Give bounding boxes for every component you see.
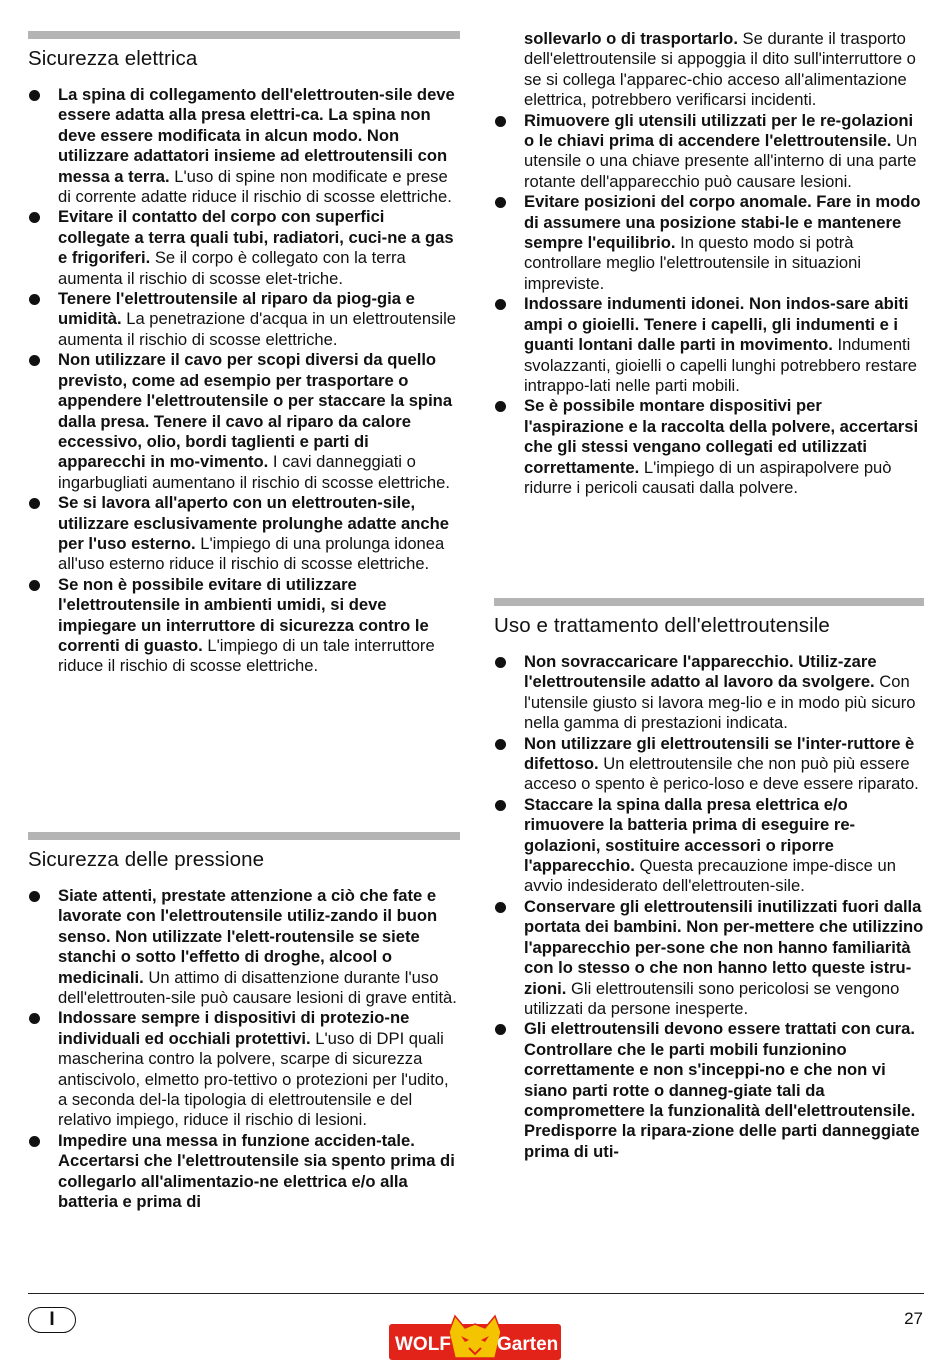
item-list — [494, 652, 924, 1162]
list-item: Staccare la spina dalla presa elettrica e/o rimuovere la batteria prima di eseguire re-golazioni, sostituire accessori o riporre l'apparecchio. Questa precauzione impe-disce un avvio indesiderato dell'elettrouten-sile. — [494, 795, 924, 897]
bullet-icon — [495, 657, 506, 668]
logo-text-right: Garten — [497, 1334, 559, 1355]
continued-text — [494, 29, 924, 498]
list-item: Evitare posizioni del corpo anomale. Fare in modo di assumere una posizione stabi-le e mantenere sempre l'equilibrio. In questo modo si potrà controllare meglio l'elettroutensile in situazioni impreviste. — [494, 192, 924, 294]
list-item: Siate attenti, prestate attenzione a ciò che fate e lavorate con l'elettroutensile utiliz-zando il buon senso. Non utilizzate l'elett-routensile se siete stanchi o sotto l'effetto di droghe, alcool o medicinali. Un attimo di disattenzione durante l'uso dell'elettrouten-sile può causare lesioni di grave entità. — [28, 886, 460, 1008]
section-rule — [28, 31, 460, 39]
bullet-icon — [29, 1013, 40, 1024]
list-item: Non utilizzare il cavo per scopi diversi da quello previsto, come ad esempio per trasportare o appendere l'elettroutensile o per staccare la spina dalla presa. Tenere il cavo al riparo da calore eccessivo, olio, bordi taglienti e parti di apparecchi in mo-vimento. I cavi danneggiati o ingarbugliati aumentano il rischio di scosse elettriche. — [28, 350, 460, 493]
section-rule — [28, 832, 460, 840]
bullet-icon — [495, 197, 506, 208]
list-item: Conservare gli elettroutensili inutilizzati fuori dalla portata dei bambini. Non per-mettere che utilizzino l'apparecchio per-sone che non hanno familiarità con lo stesso o che non hanno letto queste istru-zioni. Gli elettroutensili sono pericolosi se vengono utilizzati da persone inesperte. — [494, 897, 924, 1019]
list-item: Se si lavora all'aperto con un elettrouten-sile, utilizzare esclusivamente prolunghe adatte anche per l'uso esterno. L'impiego di una prolunga idonea all'uso esterno riduce il rischio di scosse elettriche. — [28, 493, 460, 575]
bullet-icon — [29, 90, 40, 101]
list-item-continuation: sollevarlo o di trasportarlo. Se durante il trasporto dell'elettroutensile si appoggia il dito sull'interruttore o se si collega l'apparec-chio acceso all'alimentazione elettrica, potrebbero verificarsi incidenti. — [524, 29, 916, 110]
language-badge: I — [28, 1307, 76, 1333]
bullet-icon — [495, 116, 506, 127]
list-item: Se è possibile montare dispositivi per l'aspirazione e la raccolta della polvere, accertarsi che gli stessi vengano collegati ed utilizzati correttamente. L'impiego di un aspirapolvere può ridurre i pericoli causati dalla polvere. — [494, 396, 924, 498]
list-item: Se non è possibile evitare di utilizzare l'elettroutensile in ambienti umidi, si deve impiegare un interruttore di sicurezza contro le correnti di guasto. L'impiego di un tale interruttore riduce il rischio di scosse elettriche. — [28, 575, 460, 677]
list-item: Tenere l'elettroutensile al riparo da piog-gia e umidità. La penetrazione d'acqua in un elettroutensile aumenta il rischio di scosse elettriche. — [28, 289, 460, 350]
item-list — [494, 29, 924, 498]
list-item: La spina di collegamento dell'elettrouten-sile deve essere adatta alla presa elettri-ca. La spina non deve essere modificata in alcun modo. Non utilizzare adattatori insieme ad elettroutensili con messa a terra. L'uso di spine non modificate e prese di corrente adatte riduce il rischio di scosse elettriche. — [28, 85, 460, 207]
list-item: Rimuovere gli utensili utilizzati per le re-golazioni o le chiavi prima di accendere l'elettroutensile. Un utensile o una chiave presente all'interno di una parte rotante dell'apparecchio può causare lesioni. — [494, 111, 924, 193]
bullet-icon — [495, 800, 506, 811]
list-item: Indossare sempre i dispositivi di protezio-ne individuali ed occhiali protettivi. L'uso di DPI quali mascherina contro la polvere, scarpe di sicurezza antiscivolo, elmetto pro-tettivo o protezioni per l'udito, a seconda del-la tipologia di elettroutensile e del relativo impiego, riduce il rischio di lesioni. — [28, 1008, 460, 1130]
list-item: Non sovraccaricare l'apparecchio. Utiliz-zare l'elettroutensile adatto al lavoro da svolgere. Con l'utensile giusto si lavora meg-lio e in modo più sicuro nella gamma di prestazioni indicata. — [494, 652, 924, 734]
list-item: Gli elettroutensili devono essere trattati con cura. Controllare che le parti mobili funzionino correttamente e non s'inceppi-no e che non vi siano parti rotte o danneg-giate tali da compromettere la funzionalità dell'elettroutensile. Predisporre la ripara-zione delle parti danneggiate prima di uti- — [494, 1019, 924, 1162]
bullet-icon — [495, 902, 506, 913]
section-title: Sicurezza elettrica — [28, 47, 198, 70]
bullet-icon — [29, 1136, 40, 1147]
section-tool-use — [494, 598, 924, 1162]
bullet-icon — [495, 739, 506, 750]
list-item: Indossare indumenti idonei. Non indos-sare abiti ampi o gioielli. Tenere i capelli, gli indumenti e i guanti lontani dalle parti in movimento. Indumenti svolazzanti, gioielli o capelli lunghi potrebbero restare intrappo-lati nelle parti mobili. — [494, 294, 924, 396]
bullet-icon — [29, 498, 40, 509]
bullet-icon — [29, 580, 40, 591]
bullet-icon — [29, 891, 40, 902]
bullet-icon — [495, 401, 506, 412]
page-number: 27 — [904, 1309, 923, 1328]
bullet-icon — [495, 299, 506, 310]
bullet-icon — [29, 212, 40, 223]
bullet-icon — [495, 1024, 506, 1035]
list-item: Impedire una messa in funzione acciden-tale. Accertarsi che l'elettroutensile sia spento prima di collegarlo all'alimentazio-ne elettrica e/o alla batteria e prima di — [28, 1131, 460, 1213]
wolf-head-icon — [449, 1316, 501, 1358]
section-electrical-safety — [28, 31, 460, 677]
item-list — [28, 85, 460, 677]
list-item: Evitare il contatto del corpo con superfici collegate a terra quali tubi, radiatori, cuci-ne a gas e frigoriferi. Se il corpo è collegato con la terra aumenta il rischio di scosse elet-triche. — [28, 207, 460, 289]
section-rule — [494, 598, 924, 606]
bullet-icon — [29, 355, 40, 366]
wolf-garten-logo — [389, 1312, 561, 1362]
item-list — [28, 886, 460, 1213]
section-personal-safety — [28, 832, 460, 1213]
list-item: Non utilizzare gli elettroutensili se l'inter-ruttore è difettoso. Un elettroutensile che non può più essere acceso o spento è perico-loso e deve essere riparato. — [494, 734, 924, 795]
section-title: Sicurezza delle pressione — [28, 848, 265, 871]
bullet-icon — [29, 294, 40, 305]
footer-rule — [28, 1293, 924, 1294]
section-title: Uso e trattamento dell'elettroutensile — [494, 614, 830, 637]
logo-text-left: WOLF — [395, 1334, 451, 1355]
